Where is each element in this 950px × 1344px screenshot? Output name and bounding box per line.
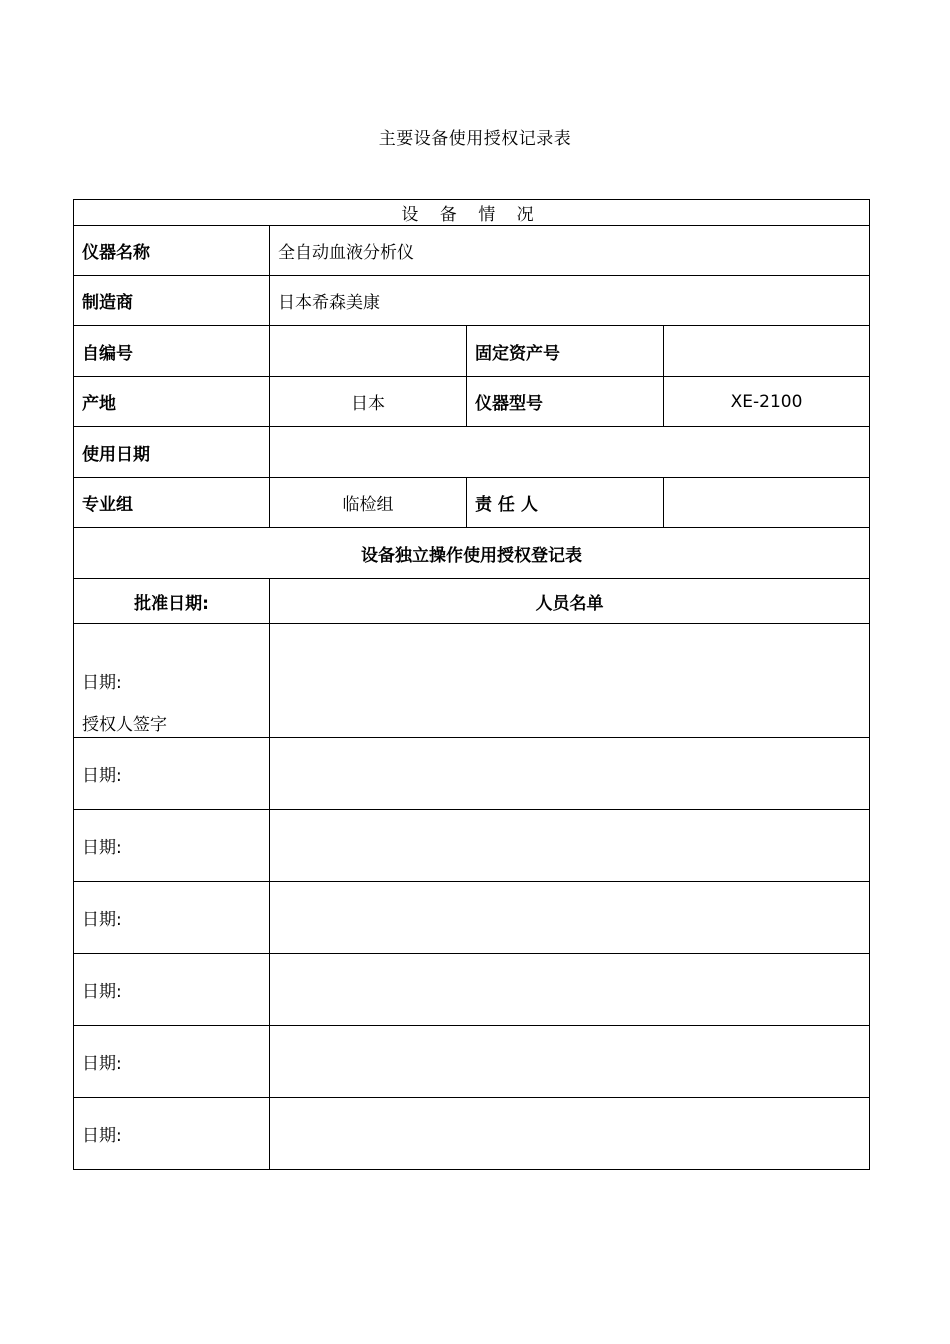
manufacturer-row bbox=[74, 276, 870, 326]
fixed-asset-value[interactable] bbox=[664, 326, 870, 377]
personnel-cell[interactable] bbox=[270, 624, 870, 738]
approval-date-cell[interactable]: 日期: bbox=[74, 882, 270, 954]
personnel-cell[interactable] bbox=[270, 810, 870, 882]
authorization-row bbox=[74, 954, 870, 1026]
authorization-header-row bbox=[74, 579, 870, 624]
model-value[interactable]: XE-2100 bbox=[664, 377, 870, 427]
authorization-title-row bbox=[74, 528, 870, 579]
origin-model-row bbox=[74, 377, 870, 427]
group-responsible-row bbox=[74, 478, 870, 528]
use-date-row bbox=[74, 427, 870, 478]
equipment-authorization-form bbox=[73, 199, 870, 1170]
personnel-cell[interactable] bbox=[270, 954, 870, 1026]
manufacturer-label: 制造商 bbox=[74, 276, 270, 326]
approval-date-cell[interactable] bbox=[74, 624, 270, 738]
serial-number-label: 自编号 bbox=[74, 326, 270, 377]
authorization-row bbox=[74, 882, 870, 954]
approval-date-cell[interactable]: 日期: bbox=[74, 954, 270, 1026]
instrument-name-label: 仪器名称 bbox=[74, 226, 270, 276]
fixed-asset-label: 固定资产号 bbox=[467, 326, 664, 377]
model-label: 仪器型号 bbox=[467, 377, 664, 427]
authorization-row bbox=[74, 1098, 870, 1170]
serial-asset-row bbox=[74, 326, 870, 377]
origin-label: 产地 bbox=[74, 377, 270, 427]
instrument-name-value[interactable]: 全自动血液分析仪 bbox=[270, 226, 870, 276]
document-title: 主要设备使用授权记录表 bbox=[378, 129, 572, 149]
approval-date-cell[interactable]: 日期: bbox=[74, 738, 270, 810]
authorization-row bbox=[74, 1026, 870, 1098]
approval-date-cell[interactable]: 日期: bbox=[74, 1098, 270, 1170]
responsible-person-value[interactable] bbox=[664, 478, 870, 528]
personnel-list-header: 人员名单 bbox=[270, 579, 870, 624]
origin-value[interactable]: 日本 bbox=[270, 377, 467, 427]
authorization-row bbox=[74, 624, 870, 738]
authorization-table-title: 设备独立操作使用授权登记表 bbox=[74, 528, 870, 579]
approval-date-cell[interactable]: 日期: bbox=[74, 1026, 270, 1098]
personnel-cell[interactable] bbox=[270, 1026, 870, 1098]
section-header-row bbox=[74, 200, 870, 226]
responsible-person-label: 责 任 人 bbox=[467, 478, 664, 528]
personnel-cell[interactable] bbox=[270, 738, 870, 810]
use-date-label: 使用日期 bbox=[74, 427, 270, 478]
authorization-row bbox=[74, 810, 870, 882]
date-label: 日期: bbox=[82, 673, 122, 693]
equipment-section-header: 设 备 情 况 bbox=[74, 200, 870, 226]
use-date-value[interactable] bbox=[270, 427, 870, 478]
approval-date-cell[interactable]: 日期: bbox=[74, 810, 270, 882]
authorization-row bbox=[74, 738, 870, 810]
personnel-cell[interactable] bbox=[270, 882, 870, 954]
group-value[interactable]: 临检组 bbox=[270, 478, 467, 528]
instrument-name-row bbox=[74, 226, 870, 276]
approval-date-header: 批准日期: bbox=[74, 579, 270, 624]
group-label: 专业组 bbox=[74, 478, 270, 528]
serial-number-value[interactable] bbox=[270, 326, 467, 377]
manufacturer-value[interactable]: 日本希森美康 bbox=[270, 276, 870, 326]
personnel-cell[interactable] bbox=[270, 1098, 870, 1170]
authorizer-signature-label: 授权人签字 bbox=[82, 715, 167, 735]
